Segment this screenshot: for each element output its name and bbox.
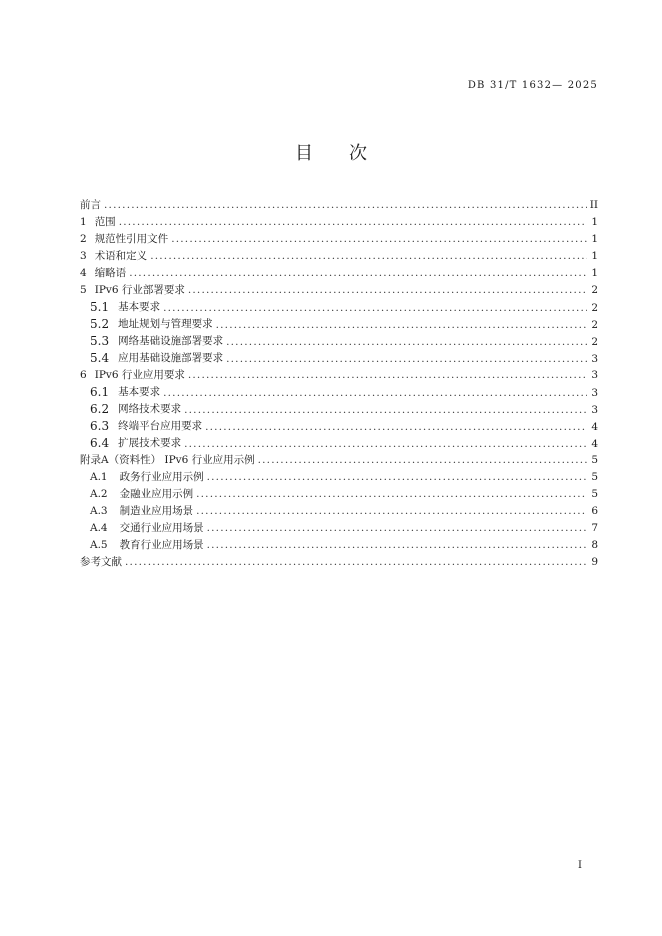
- toc-leader-dots: [258, 452, 587, 469]
- toc-leader-dots: [129, 265, 587, 282]
- toc-entry[interactable]: [80, 486, 598, 503]
- toc-entry-number: A.3: [90, 505, 108, 517]
- toc-entry-label: [80, 265, 126, 282]
- toc-leader-dots: [163, 385, 587, 402]
- toc-entry[interactable]: [80, 299, 598, 316]
- toc-entry-number: 5.1: [90, 300, 110, 314]
- toc-entry-number: 3: [80, 250, 87, 262]
- toc-entry-label: [90, 520, 204, 537]
- toc-entry-number: A.5: [90, 539, 108, 551]
- toc-entry-number: 1: [80, 216, 87, 228]
- toc-entry-page: 7: [591, 522, 598, 534]
- toc-entry-number: 6: [80, 369, 87, 381]
- toc-entry-label: [90, 401, 181, 418]
- toc-entry-label: [80, 554, 122, 571]
- toc-entry[interactable]: [80, 265, 598, 282]
- toc-entry-number: 4: [80, 267, 87, 279]
- toc-entry-label: [80, 452, 255, 469]
- toc-entry-number: 6.3: [90, 419, 110, 433]
- toc-leader-dots: [207, 520, 587, 537]
- toc-entry-text: 地址规划与管理要求: [118, 318, 213, 330]
- toc-entry[interactable]: [80, 248, 598, 265]
- toc-entry-number: A.2: [90, 488, 108, 500]
- toc-entry-text: IPv6 行业应用要求: [94, 369, 185, 381]
- toc-entry[interactable]: [80, 401, 598, 418]
- toc-entry[interactable]: [80, 537, 598, 554]
- toc-entry-number: 5.3: [90, 334, 110, 348]
- toc-leader-dots: [188, 282, 587, 299]
- toc-leader-dots: [184, 402, 587, 419]
- toc-leader-dots: [104, 197, 587, 214]
- page-title: 目次: [295, 143, 403, 164]
- toc-entry-label: [90, 299, 160, 316]
- toc-entry-text: 网络基础设施部署要求: [118, 335, 224, 347]
- toc-entry-number: 6.4: [90, 436, 110, 450]
- toc-entry-page: 3: [591, 404, 598, 416]
- toc-entry[interactable]: [80, 554, 598, 571]
- toc-entry-text: 制造业应用场景: [119, 505, 194, 517]
- toc-leader-dots: [125, 554, 587, 571]
- toc-entry-page: II: [589, 199, 598, 211]
- toc-entry[interactable]: [80, 520, 598, 537]
- toc-entry-text: 参考文献: [80, 556, 122, 568]
- toc-entry-page: 1: [591, 267, 598, 279]
- toc-entry[interactable]: [80, 418, 598, 435]
- toc-leader-dots: [163, 300, 587, 317]
- toc-entry[interactable]: [80, 214, 598, 231]
- toc-entry-label: [80, 197, 101, 214]
- toc-entry-label: [90, 486, 193, 503]
- toc-entry-text: 教育行业应用场景: [119, 539, 204, 551]
- toc-entry-label: [80, 367, 185, 384]
- toc-entry-page: 2: [591, 319, 598, 331]
- toc-entry-number: 5.4: [90, 351, 110, 365]
- toc-leader-dots: [216, 317, 587, 334]
- toc-entry-label: [80, 248, 147, 265]
- toc-entry-page: 2: [591, 336, 598, 348]
- toc-entry-page: 2: [591, 302, 598, 314]
- toc-entry-page: 5: [591, 471, 598, 483]
- toc-entry-text: 政务行业应用示例: [119, 471, 204, 483]
- toc-entry[interactable]: [80, 469, 598, 486]
- toc-leader-dots: [150, 248, 587, 265]
- page-number: I: [578, 860, 582, 871]
- toc-entry[interactable]: [80, 452, 598, 469]
- toc-entry-text: IPv6 行业部署要求: [94, 284, 185, 296]
- toc-entry-label: [90, 333, 223, 350]
- toc-entry[interactable]: [80, 384, 598, 401]
- toc-entry-number: 5: [80, 284, 87, 296]
- toc-entry-number: A.1: [90, 471, 108, 483]
- toc-entry-text: 缩略语: [94, 267, 127, 279]
- toc-entry-page: 4: [591, 438, 598, 450]
- toc-leader-dots: [196, 503, 587, 520]
- toc-entry-page: 2: [591, 284, 598, 296]
- toc-entry-number: 6.1: [90, 385, 110, 399]
- toc-leader-dots: [205, 419, 587, 436]
- toc-entry-text: 交通行业应用场景: [119, 522, 204, 534]
- toc-leader-dots: [207, 537, 587, 554]
- toc-entry-number: 2: [80, 233, 87, 245]
- toc-leader-dots: [188, 367, 587, 384]
- toc-entry-label: [90, 350, 223, 367]
- toc-entry-page: 9: [591, 556, 598, 568]
- toc-leader-dots: [171, 231, 587, 248]
- toc-entry-text: 规范性引用文件: [94, 233, 169, 245]
- toc-entry[interactable]: [80, 333, 598, 350]
- toc-leader-dots: [226, 351, 587, 368]
- toc-entry-text: 终端平台应用要求: [118, 420, 203, 432]
- toc-entry-number: A.4: [90, 522, 108, 534]
- toc-entry-page: 6: [591, 505, 598, 517]
- toc-entry-text: 网络技术要求: [118, 403, 182, 415]
- toc-entry-text: 术语和定义: [94, 250, 148, 262]
- toc-entry-page: 5: [591, 488, 598, 500]
- toc-entry-label: [90, 316, 213, 333]
- standard-number: DB 31/T 1632— 2025: [467, 80, 598, 91]
- toc-entry[interactable]: [80, 231, 598, 248]
- toc-entry[interactable]: [80, 503, 598, 520]
- toc-entry[interactable]: [80, 350, 598, 367]
- toc-entry-page: 3: [591, 353, 598, 365]
- toc-entry-page: 5: [591, 454, 598, 466]
- toc-entry-label: [90, 435, 181, 452]
- toc-leader-dots: [207, 469, 587, 486]
- toc-entry-page: 3: [591, 369, 598, 381]
- toc-entry[interactable]: [80, 367, 598, 384]
- toc-leader-dots: [196, 486, 587, 503]
- toc-entry-text: 附录A（资料性） IPv6 行业应用示例: [80, 454, 255, 466]
- toc-entry-text: 应用基础设施部署要求: [118, 352, 224, 364]
- toc-entry-label: [90, 537, 204, 554]
- toc-leader-dots: [226, 334, 587, 351]
- toc-entry-label: [90, 418, 202, 435]
- toc-entry-text: 前言: [80, 199, 101, 211]
- toc-entry[interactable]: [80, 316, 598, 333]
- toc-entry-page: 1: [591, 250, 598, 262]
- toc-entry-label: [80, 214, 116, 231]
- toc-entry-text: 金融业应用示例: [119, 488, 194, 500]
- toc-entry-page: 8: [591, 539, 598, 551]
- toc-entry[interactable]: [80, 282, 598, 299]
- toc-entry-number: 5.2: [90, 317, 110, 331]
- toc-entry-text: 基本要求: [118, 386, 161, 398]
- toc-entry-label: [80, 282, 185, 299]
- toc-entry-label: [90, 503, 193, 520]
- toc-entry-page: 1: [591, 233, 598, 245]
- toc-entry-text: 扩展技术要求: [118, 437, 182, 449]
- toc-entry-text: 范围: [94, 216, 116, 228]
- table-of-contents: [80, 197, 598, 571]
- toc-entry-page: 4: [591, 421, 598, 433]
- toc-leader-dots: [184, 436, 587, 453]
- toc-entry-label: [80, 231, 168, 248]
- toc-leader-dots: [119, 214, 587, 231]
- toc-entry-page: 3: [591, 387, 598, 399]
- toc-entry[interactable]: [80, 197, 598, 214]
- toc-entry-number: 6.2: [90, 402, 110, 416]
- toc-entry-text: 基本要求: [118, 301, 161, 313]
- toc-entry-label: [90, 384, 160, 401]
- toc-entry[interactable]: [80, 435, 598, 452]
- toc-entry-page: 1: [591, 216, 598, 228]
- toc-entry-label: [90, 469, 204, 486]
